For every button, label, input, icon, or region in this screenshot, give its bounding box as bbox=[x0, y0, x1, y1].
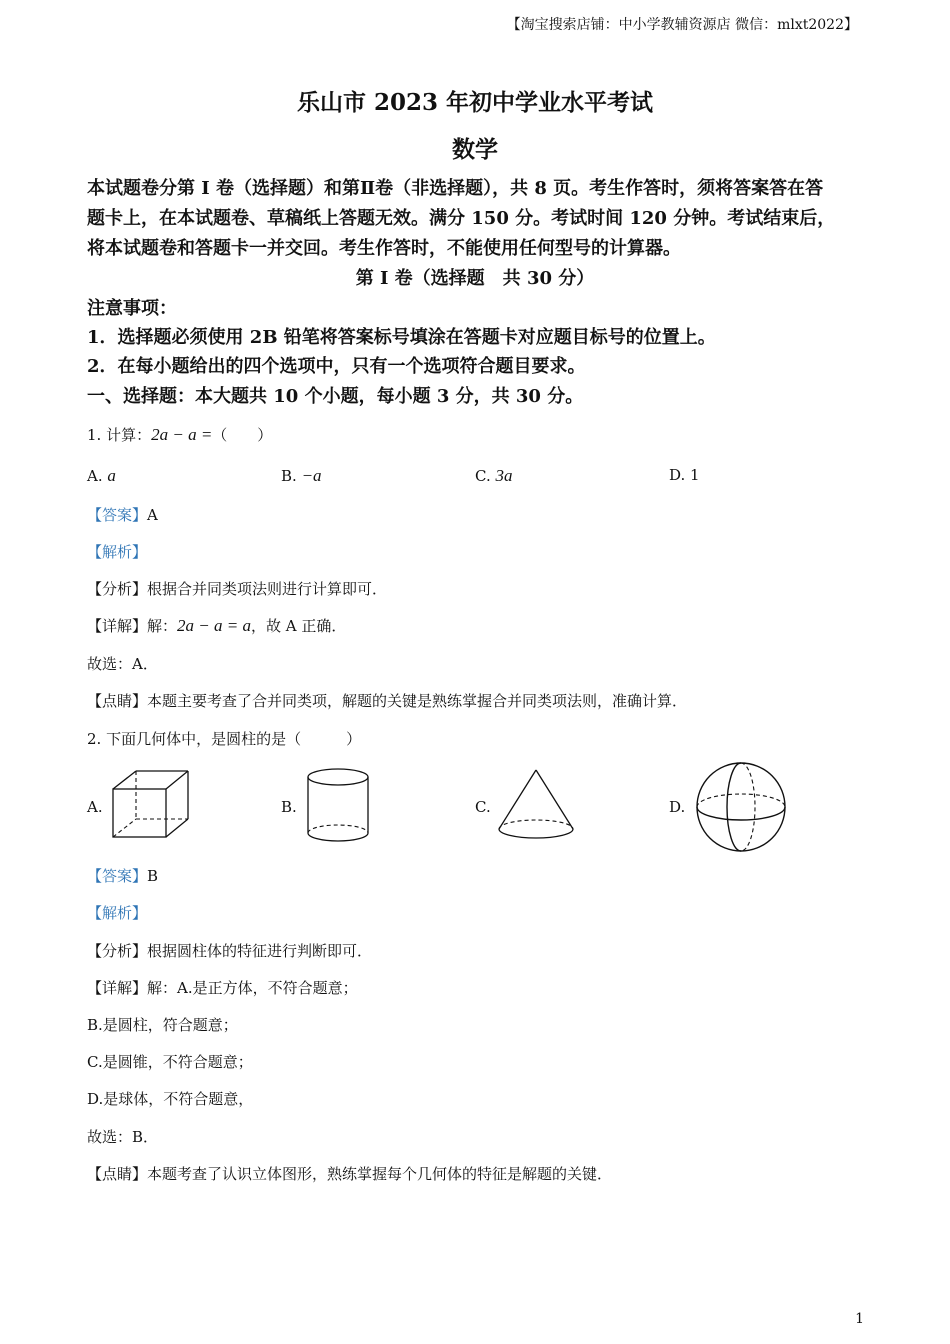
q2-comment: 【点睛】本题考查了认识立体图形，熟练掌握每个几何体的特征是解题的关键． bbox=[87, 1165, 613, 1183]
q1-detail bbox=[87, 615, 346, 636]
option-label: C. bbox=[475, 467, 496, 485]
answer-value: B bbox=[147, 867, 159, 885]
q1-stem-math: 2a − a = bbox=[151, 425, 213, 444]
detail-suffix: ，故 A 正确． bbox=[250, 617, 347, 635]
intro-line: 本试题卷分第 I 卷（选择题）和第Ⅱ卷（非选择题），共 8 页。考生作答时，须将答案答在答 bbox=[87, 178, 824, 199]
notice-heading: 注意事项： bbox=[87, 298, 177, 319]
sphere-icon bbox=[694, 761, 790, 853]
answer-tag: 【答案】 bbox=[87, 867, 148, 885]
q1-fenxi: 【分析】根据合并同类项法则进行计算即可． bbox=[87, 580, 388, 598]
answer-tag: 【答案】 bbox=[87, 506, 148, 524]
section-title: 一、选择题：本大题共 10 个小题，每小题 3 分，共 30 分。 bbox=[87, 386, 584, 407]
q2-detail-line: C.是圆锥，不符合题意； bbox=[87, 1053, 253, 1071]
q2-detail-line: D.是球体，不符合题意， bbox=[87, 1090, 254, 1108]
option-math: −a bbox=[301, 466, 322, 485]
intro-line: 题卡上，在本试题卷、草稿纸上答题无效。满分 150 分。考试时间 120 分钟。考试结束后， bbox=[87, 208, 836, 229]
q1-option-a bbox=[87, 466, 116, 486]
q2-option-label: C. bbox=[475, 798, 491, 816]
q1-option-c bbox=[475, 466, 512, 486]
part-title: 第 I 卷（选择题 共 30 分） bbox=[355, 268, 595, 289]
q1-stem-prefix: 1. 计算： bbox=[87, 426, 152, 444]
q2-analysis-tag: 【解析】 bbox=[87, 904, 148, 922]
cube-icon bbox=[110, 768, 192, 840]
option-math: 3a bbox=[495, 466, 513, 485]
q1-answer bbox=[87, 504, 158, 525]
q1-comment: 【点睛】本题主要考查了合并同类项，解题的关键是熟练掌握合并同类项法则，准确计算． bbox=[87, 692, 688, 710]
option-label: B. bbox=[281, 467, 302, 485]
option-label: A. bbox=[87, 467, 108, 485]
q2-detail-line: 【详解】解：A.是正方体，不符合题意； bbox=[87, 979, 358, 997]
cylinder-icon bbox=[305, 766, 371, 846]
exam-title: 乐山市 2023 年初中学业水平考试 bbox=[296, 89, 654, 116]
q1-stem-suffix: （ ） bbox=[212, 426, 273, 444]
cone-icon bbox=[496, 768, 576, 844]
q1-option-d bbox=[669, 466, 700, 484]
q2-answer bbox=[87, 865, 158, 886]
answer-value: A bbox=[147, 506, 158, 524]
detail-prefix: 【详解】解： bbox=[87, 617, 178, 635]
q2-option-label: A. bbox=[87, 798, 103, 816]
q1-analysis-tag: 【解析】 bbox=[87, 543, 148, 561]
q2-fenxi: 【分析】根据圆柱体的特征进行判断即可． bbox=[87, 942, 373, 960]
q2-stem: 2. 下面几何体中，是圆柱的是（ ） bbox=[87, 730, 362, 748]
q2-option-label: D. bbox=[669, 798, 686, 816]
header-note: 【淘宝搜索店铺：中小学教辅资源店 微信：mlxt2022】 bbox=[506, 17, 858, 33]
q2-choose: 故选：B． bbox=[87, 1128, 159, 1146]
q2-detail-line: B.是圆柱，符合题意； bbox=[87, 1016, 238, 1034]
page-number: 1 bbox=[855, 1311, 864, 1327]
option-math: a bbox=[107, 466, 116, 485]
subject-title: 数学 bbox=[452, 136, 498, 163]
option-label: D. bbox=[669, 466, 691, 484]
exam-instructions bbox=[87, 174, 877, 264]
q1-choose: 故选：A． bbox=[87, 655, 158, 673]
intro-line: 将本试题卷和答题卡一并交回。考生作答时，不能使用任何型号的计算器。 bbox=[87, 238, 681, 259]
q1-stem bbox=[87, 424, 272, 445]
notice-item: 2．在每小题给出的四个选项中，只有一个选项符合题目要求。 bbox=[87, 356, 586, 377]
notice-item: 1．选择题必须使用 2B 铅笔将答案标号填涂在答题卡对应题目标号的位置上。 bbox=[87, 327, 716, 348]
option-text: 1 bbox=[690, 466, 700, 484]
q2-option-label: B. bbox=[281, 798, 297, 816]
detail-math: 2a − a = a bbox=[177, 616, 251, 635]
q1-option-b bbox=[281, 466, 322, 486]
